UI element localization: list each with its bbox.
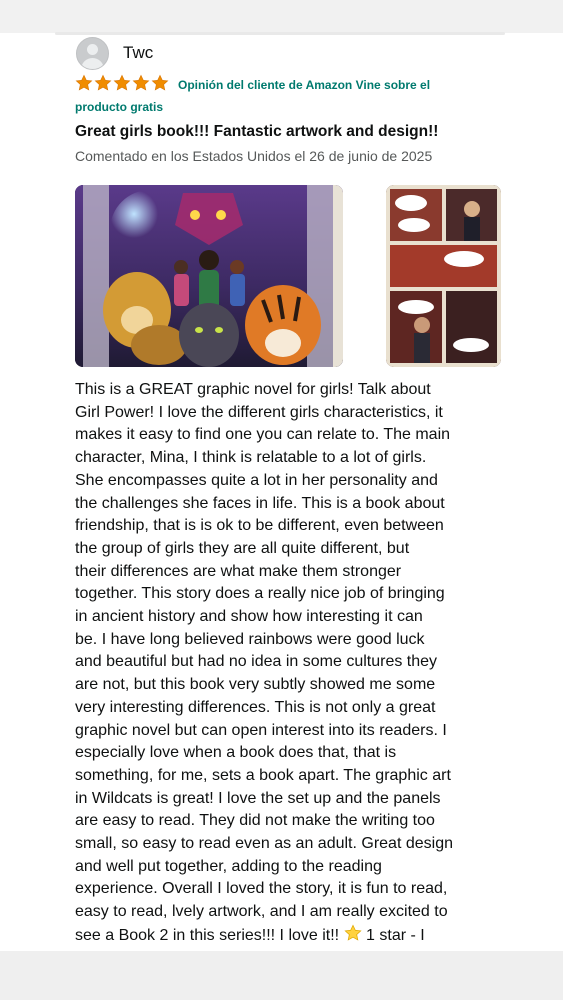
star-icon bbox=[75, 74, 93, 92]
review-body-text: This is a GREAT graphic novel for girls! Talk about Girl Power! I love the different girls characteristics, it makes it easy to find one you can relate to. The main character, Mina, I think is relatable to a lot of girls. She encompasses quite a lot in her personality and the challenges she faces in life. This is a book about friendship, that is is ok to be different, even between the group of girls they are all quite different, but their differences are what make them stronger together. This story does a really nice job of bringing in ancient history and show how interesting it can be. I have long believed rainbows were good luck and beautiful but had no idea in some cultures they are not, but this book very subtly showed me some very interesting differences. This is not only a great graphic novel but can open interest into its readers. I especially love when a book does that, that is something, for me, sets a book apart. The graphic art in Wildcats is great! I love the set up and the panels are easy to read. They did not make the writing too small, so easy to read even as an adult. Great design and well put together, adding to the reading experience. Overall I loved the story, it is fun to read, easy to read, lvely artwork, and I am really excited to see a Book 2 in this series!!! I love it!! bbox=[75, 381, 453, 944]
vine-badge: Opinión del cliente de Amazon Vine sobre el producto gratis bbox=[75, 78, 431, 114]
star-icon bbox=[113, 74, 131, 92]
card-top-edge bbox=[55, 32, 505, 35]
reviewer-name[interactable]: Twc bbox=[123, 43, 154, 62]
review-text bbox=[75, 379, 495, 948]
default-profile-icon[interactable] bbox=[76, 37, 109, 70]
review-photo-2[interactable] bbox=[386, 185, 501, 367]
star-rating bbox=[75, 74, 170, 92]
star-icon bbox=[94, 74, 112, 92]
bottom-bar bbox=[0, 951, 563, 1000]
reviewer-profile[interactable] bbox=[76, 36, 153, 70]
top-bar bbox=[0, 0, 563, 33]
star-icon bbox=[151, 74, 169, 92]
star-icon bbox=[132, 74, 150, 92]
star-emoji-icon bbox=[344, 924, 362, 942]
review-tail-text: 1 star - I bbox=[366, 926, 425, 944]
review-title[interactable]: Great girls book!!! Fantastic artwork and design!! bbox=[75, 123, 439, 140]
book-cover-photo bbox=[75, 185, 343, 367]
review-photo-1[interactable] bbox=[75, 185, 343, 367]
review-date: Comentado en los Estados Unidos el 26 de junio de 2025 bbox=[75, 148, 433, 164]
rating-row bbox=[75, 74, 475, 118]
comic-interior-photo bbox=[386, 185, 501, 367]
